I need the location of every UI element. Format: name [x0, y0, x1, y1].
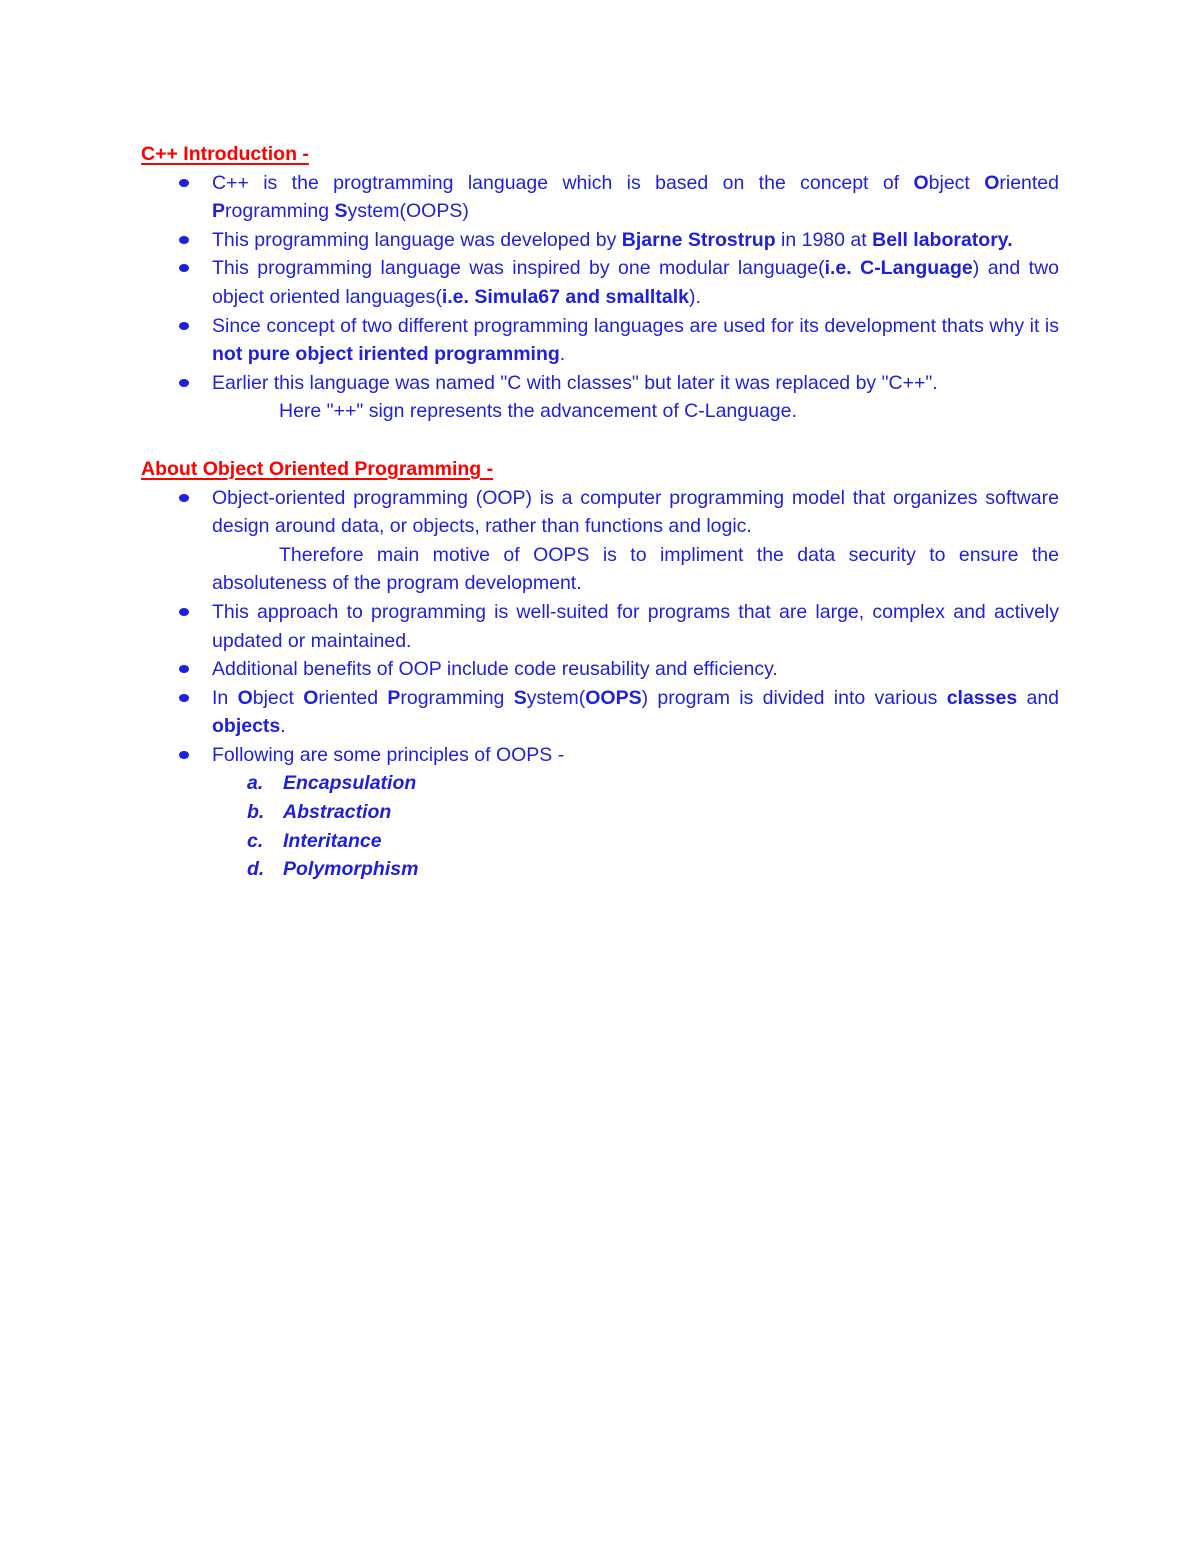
principle-item	[141, 798, 1059, 827]
note-line: Here "++" sign represents the advancement of C-Language.	[279, 400, 797, 423]
list-item: Earlier this language was named "C with classes" but later it was replaced by "C++". Here "++" sign represents the advancement of C-Language.	[141, 369, 1059, 426]
list-item: This approach to programming is well-suited for programs that are large, complex and actively updated or maintained.	[141, 598, 1059, 655]
section-spacer	[141, 426, 1059, 455]
list-marker: a.	[247, 772, 264, 795]
list-item: Since concept of two different programming languages are used for its development thats why it is not pure object iriented programming.	[141, 312, 1059, 369]
principle-label: Polymorphism	[283, 858, 419, 881]
principle-label: Abstraction	[283, 801, 392, 824]
principle-label: Interitance	[283, 829, 382, 852]
list-item: This programming language was inspired by one modular language(i.e. C-Language) and two object oriented languages(i.e. Simula67 and smalltalk).	[141, 254, 1059, 311]
principle-item	[141, 827, 1059, 856]
bullet-icon	[179, 494, 189, 502]
principle-label: Encapsulation	[283, 772, 417, 795]
bullet-icon	[179, 665, 189, 673]
bullet-icon	[179, 379, 189, 387]
bullet-icon	[179, 694, 189, 702]
list-item: Following are some principles of OOPS -	[141, 741, 1059, 770]
bullet-icon	[179, 322, 189, 330]
bullet-icon	[179, 236, 189, 244]
list-item: Additional benefits of OOP include code reusability and efficiency.	[141, 655, 1059, 684]
document-content	[141, 140, 1059, 884]
principle-item	[141, 855, 1059, 884]
principle-item	[141, 769, 1059, 798]
oops-principles-list	[141, 769, 1059, 883]
list-item: This programming language was developed by Bjarne Strostrup in 1980 at Bell laboratory.	[141, 226, 1059, 255]
list-marker: c.	[247, 829, 264, 852]
list-marker: d.	[247, 858, 265, 881]
about-oop-list	[141, 484, 1059, 770]
list-item: In Object Oriented Programming System(OOPS) program is divided into various classes and objects.	[141, 684, 1059, 741]
bullet-icon	[179, 264, 189, 272]
note-paragraph: Therefore main motive of OOPS is to impliment the data security to ensure the absoluteness of the program development.	[212, 543, 1059, 595]
section-heading-about-oop: About Object Oriented Programming -	[141, 457, 494, 480]
cpp-introduction-list	[141, 169, 1059, 426]
section-heading-cpp-introduction: C++ Introduction -	[141, 143, 309, 165]
bullet-icon	[179, 179, 189, 187]
bullet-icon	[179, 608, 189, 616]
list-item: C++ is the progtramming language which is based on the concept of Object Oriented Programming System(OOPS)	[141, 169, 1059, 226]
bullet-icon	[179, 751, 189, 759]
list-marker: b.	[247, 801, 265, 824]
list-item: Object-oriented programming (OOP) is a computer programming model that organizes software design around data, or objects, rather than functions and logic. Therefore main motive of OOPS is to impliment the data security to ensure the absoluteness of the program development.	[141, 484, 1059, 598]
